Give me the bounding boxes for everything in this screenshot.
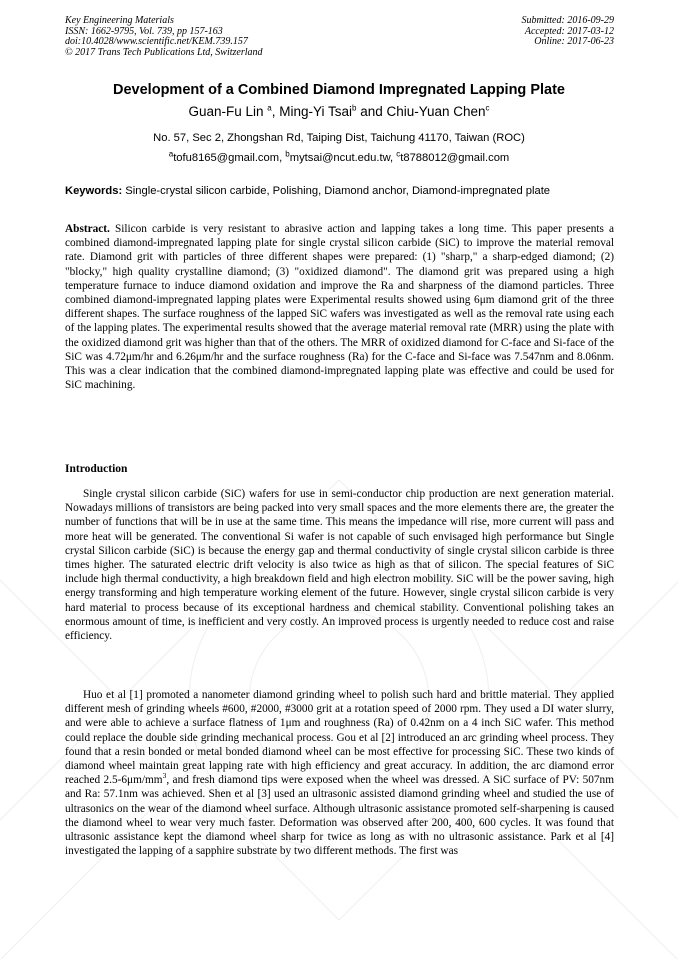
author-name: and Chiu-Yuan Chen [356, 104, 486, 119]
author-mark: c [485, 103, 490, 113]
email-address: t8788012@gmail.com [400, 152, 510, 164]
dates-info [522, 16, 615, 48]
section-heading-introduction: Introduction [65, 463, 128, 475]
doi-line: doi:10.4028/www.scientific.net/KEM.739.157 [65, 36, 248, 48]
intro-paragraph-2-text: Huo et al [1] promoted a nanometer diamond grinding wheel to polish such hard and brittle material. They applied different mesh of grinding wheels #600, #2000, #3000 grit at a rotation speed of 2000 rpm. They used a DI water slurry, and were able to achieve a surface flatness of 1μm and roughness (Ra) of 0.42nm on a 4 inch SiC wafer. This method could replace the double side grinding mechanical process. Gou et al [2] introduced an arc grinding wheel process. They found that a resin bonded or metal bonded diamond wheel can be most effective for processing SiC. These two kinds of diamond wheel maintain great lapping rate with high efficiency and great accuracy. In addition, the arc diamond error reached 2.5-6μm/mm [65, 689, 614, 787]
email-mark: a [168, 149, 174, 159]
author-mark: b [351, 103, 357, 113]
issn-line: ISSN: 1662-9795, Vol. 739, pp 157-163 [65, 25, 223, 37]
paper-title: Development of a Combined Diamond Impregnated Lapping Plate [113, 82, 565, 98]
abstract-text: Silicon carbide is very resistant to abrasive action and lapping takes a long time. This paper presents a combined diamond-impregnated lapping plate for single crystal silicon carbide (SiC) to improve the material removal rate. Diamond grit with particles of three different shapes were prepared: (1) "sharp," a sharp-edged diamond; (2) "blocky," high quality crystalline diamond; (3) "oxidized diamond". The diamond grit was prepared using a high temperature furnace to induce diamond oxidation and improve the Ra and sharpness of the diamond particles. Three combined diamond-impregnated lapping plates were Experimental results showed using 6μm diamond grit of the three different shapes. The surface roughness of the lapped SiC wafers was investigated as well as the removal rate using each of the lapping plates. The experimental results showed that the average material removal rate (MRR) using the plate with the oxidized diamond grit was higher than that of the others. The MRR of oxidized diamond for C-face and Si-face of the SiC was 4.72μm/hr and 6.26μm/hr and the surface roughness (Ra) for the C-face and Si-face was 7.547nm and 8.06nm. This was a clear indication that the combined diamond-impregnated lapping plate was effective and could be used for SiC machining. [65, 223, 614, 392]
online-date: Online: 2017-06-23 [534, 36, 614, 48]
abstract [65, 222, 614, 392]
email-mark: c [396, 149, 401, 159]
author-name: Guan-Fu Lin [188, 104, 268, 119]
accepted-date: Accepted: 2017-03-12 [524, 25, 614, 37]
keywords-label: Keywords: [65, 185, 123, 197]
intro-paragraph-2-text: , and fresh diamond tips were exposed when the wheel was dressed. A SiC surface of PV: 507nm and Ra: 57.1nm was achieved. Shen et al [3] used an ultrasonic assisted diamond grinding wheel and studied the use of ultrasonics on the wear of the diamond wheel surface. Although ultrasonic assistance promoted self-sharpening is caused the diamond wheel to wear very much faster. Deformation was observed after 200, 400, 600 cycles. It was found that ultrasonic assistance kept the diamond wheel sharp for twice as long as with no ultrasonic assistance. Park et al [4] investigated the lapping of a sapphire substrate by two different methods. The first was [65, 774, 614, 858]
affiliation: No. 57, Sec 2, Zhongshan Rd, Taiping Dist, Taichung 41170, Taiwan (ROC) [153, 132, 525, 144]
author-mark: a [267, 103, 272, 113]
submitted-date: Submitted: 2016-09-29 [521, 15, 614, 26]
superscript: 3 [162, 771, 167, 781]
abstract-label: Abstract. [65, 223, 110, 235]
author-list [0, 104, 678, 119]
journal-info [65, 16, 263, 58]
email-address: mytsai@ncut.edu.tw, [289, 152, 397, 164]
keywords-text: Single-crystal silicon carbide, Polishing, Diamond anchor, Diamond-impregnated plate [122, 185, 551, 197]
author-name: , Ming-Yi Tsai [271, 104, 352, 119]
intro-paragraph-1: Single crystal silicon carbide (SiC) wafers for use in semi-conductor chip production are next generation material. Nowadays millions of transistors are being packed into very small spaces and the more elements there are, the greater the number of functions that will be in use at the same time. This means the impedance will rise, more current will pass and more heat will be generated. The conventional Si wafer is not capable of such envisaged high performance but Single crystal Silicon carbide (SiC) is because the energy gap and thermal conductivity of single crystal silicon carbide is three times higher. The saturated electric drift velocity is also twice as high as that of silicon. The special features of SiC include high thermal conductivity, a high breakdown field and high electron mobility. SiC will be the power saving, high energy transforming and high temperature working element of the future. However, single crystal silicon carbide is very hard material to process because of its exceptional hardness and chemical stability. Conventional polishing takes an enormous amount of time, is inefficient and very costly. An improved process is urgently needed to reduce cost and raise efficiency. [65, 488, 614, 643]
keywords [65, 185, 625, 197]
email-list [0, 149, 678, 164]
journal-name: Key Engineering Materials [65, 15, 174, 26]
email-mark: b [285, 149, 290, 159]
intro-paragraph-2 [65, 688, 614, 858]
email-address: tofu8165@gmail.com, [173, 152, 286, 164]
copyright-line: © 2017 Trans Tech Publications Ltd, Switzerland [65, 46, 263, 58]
